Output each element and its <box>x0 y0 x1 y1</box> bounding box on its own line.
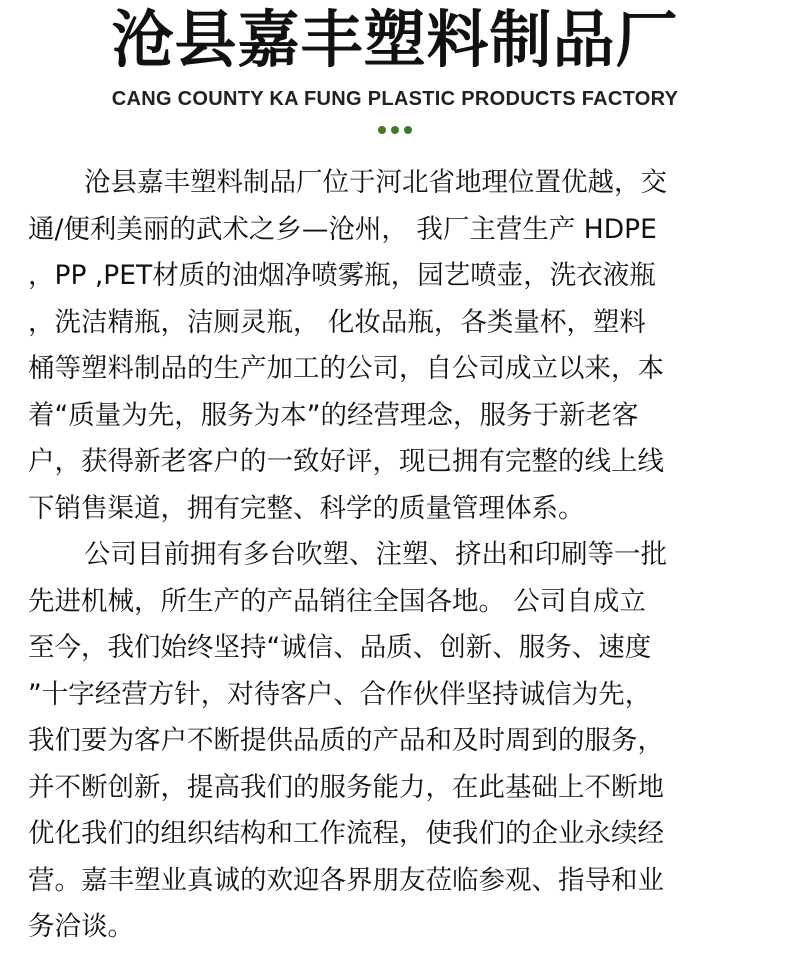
paragraph-line: 至今，我们始终坚持“诚信、品质、创新、服务、速度 <box>28 632 652 663</box>
paragraph-line: 沧县嘉丰塑料制品厂位于河北省地理位置优越，交 <box>84 167 667 198</box>
dot-icon <box>378 126 386 134</box>
paragraph-line: 下销售渠道，拥有完整、科学的质量管理体系。 <box>28 492 585 524</box>
company-english-name: CANG COUNTY KA FUNG PLASTIC PRODUCTS FACTORY <box>111 88 679 110</box>
paragraph-line: 通/便利美丽的武术之乡—沧州， 我厂主营生产 HDPE <box>28 213 657 245</box>
company-title: 沧县嘉丰塑料制品厂 <box>111 3 679 76</box>
paragraph-line: 先进机械，所生产的产品销往全国各地。 公司自成立 <box>28 585 646 617</box>
dot-icon <box>391 126 399 134</box>
dot-icon <box>404 126 412 134</box>
company-introduction <box>28 160 762 951</box>
paragraph-line: 户，获得新老客户的一致好评，现已拥有完整的线上线 <box>28 446 664 477</box>
paragraph-line: ，洗洁精瓶，洁厕灵瓶， 化妆品瓶，各类量杯，塑料 <box>28 306 646 338</box>
paragraph-line: 务洽谈。 <box>28 911 134 942</box>
paragraph-line: 并不断创新，提高我们的服务能力，在此基础上不断地 <box>28 771 664 803</box>
paragraph-line: 我们要为客户不断提供品质的产品和及时周到的服务， <box>28 725 664 756</box>
paragraph-line: 桶等塑料制品的生产加工的公司，自公司成立以来，本 <box>28 353 664 384</box>
paragraph-line: 公司目前拥有多台吹塑、注塑、挤出和印刷等一批 <box>84 539 667 570</box>
paragraph-line: ”十字经营方针，对待客户、合作伙伴坚持诚信为先， <box>28 678 652 710</box>
paragraph-line: 着“质量为先，服务为本”的经营理念，服务于新老客 <box>28 399 639 431</box>
decorative-dots <box>378 126 412 134</box>
paragraph-line: 营。嘉丰塑业真诚的欢迎各界朋友莅临参观、指导和业 <box>28 864 664 896</box>
paragraph-line: 优化我们的组织结构和工作流程，使我们的企业永续经 <box>28 818 664 849</box>
paragraph-line: ，PP ,PET材质的油烟净喷雾瓶，园艺喷壶，洗衣液瓶 <box>28 260 656 291</box>
